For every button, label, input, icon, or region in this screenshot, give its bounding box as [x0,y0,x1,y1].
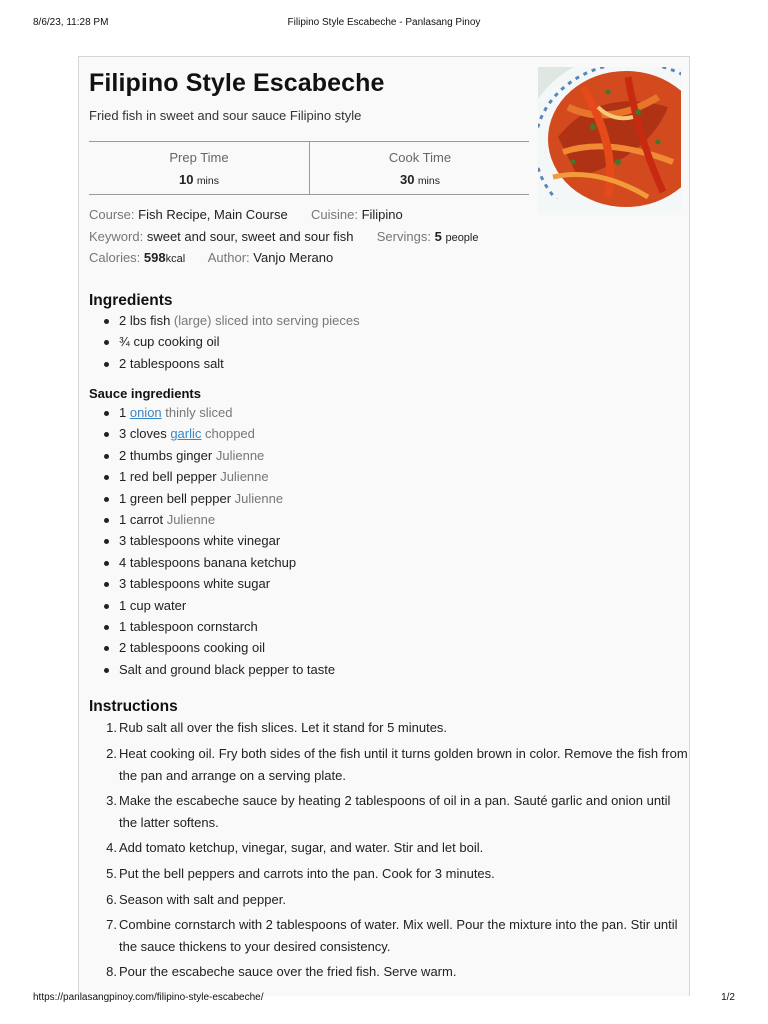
instruction-step: 2. Heat cooking oil. Fry both sides of the fish until it turns golden brown in color. Remove the fish from the pan and arrange on a serving plate. [106,746,688,783]
meta-keyword-servings [89,229,479,244]
meta-course-cuisine [89,207,403,222]
keyword-value: sweet and sour, sweet and sour fish [146,229,354,244]
recipe-title: Filipino Style Escabeche [89,69,385,97]
ingredient-item: 1 red bell pepper Julienne [89,469,335,490]
ingredient-item: 1 carrot Julienne [89,512,335,533]
prep-time [89,142,309,194]
recipe-photo [538,67,681,213]
prep-time-unit: mins [196,175,219,187]
instruction-step: 3. Make the escabeche sauce by heating 2 tablespoons of oil in a pan. Sauté garlic and onion until the latter softens. [106,793,671,830]
ingredient-item: 1 tablespoon cornstarch [89,619,335,640]
servings-label: Servings: [376,229,431,244]
prep-time-value [89,172,309,187]
print-page-number: 1/2 [721,992,735,1003]
author-label: Author: [207,250,250,265]
ingredient-item: ¾ cup cooking oil [89,334,360,355]
onion-link[interactable]: onion [129,405,162,420]
instruction-step: 5. Put the bell peppers and carrots into the pan. Cook for 3 minutes. [106,866,495,881]
recipe-summary: Fried fish in sweet and sour sauce Filipino style [89,108,362,123]
ingredient-item: 1 onion thinly sliced [89,405,335,426]
ingredient-item: 1 green bell pepper Julienne [89,491,335,512]
instruction-step: 6. Season with salt and pepper. [106,892,286,907]
course-label: Course: [89,207,135,222]
sauce-ingredients-heading: Sauce ingredients [89,386,201,401]
cook-time-number: 30 [400,172,415,187]
ingredient-item: 1 cup water [89,598,335,619]
escabeche-photo-graphic [538,67,681,213]
cuisine-label: Cuisine: [310,207,358,222]
cook-time [309,142,530,194]
ingredient-item: 2 lbs fish (large) sliced into serving pieces [89,313,360,334]
calories-label: Calories: [89,250,141,265]
ingredient-item: 2 tablespoons salt [89,356,360,377]
servings-value: 5 [434,229,442,244]
instruction-step: 7. Combine cornstarch with 2 tablespoons of water. Mix well. Pour the mixture into the pan. Stir until the sauce thickens to your desired consistency. [106,917,678,954]
calories-unit: kcal [165,253,186,265]
recipe-card [78,56,690,996]
print-header [33,17,735,31]
keyword-label: Keyword: [89,229,144,244]
instruction-step: 1. Rub salt all over the fish slices. Let it stand for 5 minutes. [106,720,448,735]
print-footer [33,992,735,1006]
prep-time-number: 10 [179,172,194,187]
instructions-heading: Instructions [89,698,178,715]
instruction-step: 8. Pour the escabeche sauce over the fried fish. Serve warm. [106,964,457,979]
course-value: Fish Recipe, Main Course [138,207,288,222]
ingredient-item: 3 cloves garlic chopped [89,426,335,447]
cook-time-unit: mins [417,175,440,187]
prep-time-label: Prep Time [169,150,229,165]
instruction-step: 4. Add tomato ketchup, vinegar, sugar, and water. Stir and let boil. [106,840,484,855]
ingredients-heading: Ingredients [89,292,173,309]
author-value: Vanjo Merano [253,250,334,265]
ingredient-item: 4 tablespoons banana ketchup [89,555,335,576]
meta-calories-author [89,250,333,265]
ingredient-item: 2 thumbs ginger Julienne [89,448,335,469]
ingredient-item: Salt and ground black pepper to taste [89,662,335,683]
recipe-times [89,141,529,195]
cuisine-value: Filipino [361,207,403,222]
ingredient-item: 2 tablespoons cooking oil [89,640,335,661]
garlic-link[interactable]: garlic [170,426,202,442]
print-datetime: 8/6/23, 11:28 PM [33,17,109,28]
print-page-title: Filipino Style Escabeche - Panlasang Pinoy [287,17,481,28]
ingredient-item: 3 tablespoons white vinegar [89,533,335,554]
ingredients-list [89,313,360,377]
servings-unit: people [445,232,479,244]
instructions-list [89,717,689,983]
cook-time-value [310,172,530,187]
sauce-ingredients-list [89,405,335,683]
calories-value: 598 [143,250,166,265]
print-url: https://panlasangpinoy.com/filipino-style-escabeche/ [33,992,264,1003]
cook-time-label: Cook Time [388,150,452,165]
ingredient-item: 3 tablespoons white sugar [89,576,335,597]
